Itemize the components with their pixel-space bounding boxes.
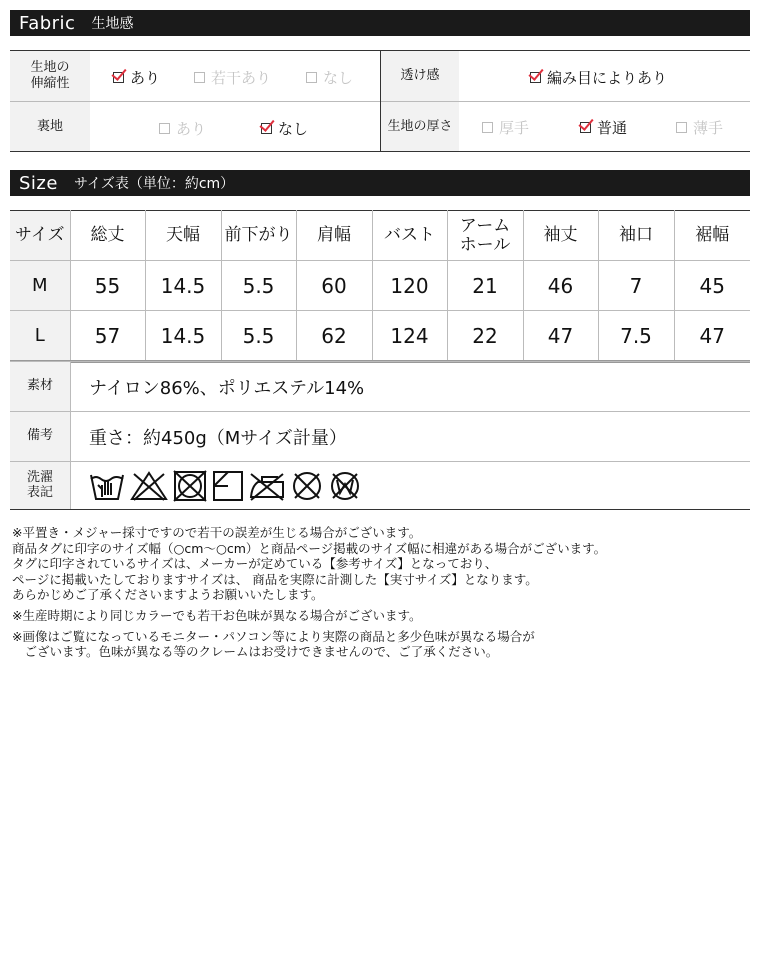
- no-dry-clean-icon: [290, 470, 324, 502]
- thickness-option-thin: 薄手: [676, 117, 723, 138]
- info-table: [10, 361, 750, 510]
- column-header: 前下がり: [221, 211, 296, 261]
- size-label: M: [10, 261, 70, 311]
- disclaimer-line: ページに掲載いたしておりますサイズは、 商品を実際に計測した【実寸サイズ】となります。: [12, 571, 538, 587]
- table-cell: 14.5: [145, 311, 221, 362]
- size-table: [10, 210, 750, 363]
- thickness-label: 生地の厚さ: [381, 102, 459, 151]
- size-corner-cell: サイズ: [10, 211, 70, 261]
- table-cell: 120: [372, 261, 447, 311]
- stretch-option-slight: 若干あり: [194, 67, 271, 88]
- checkbox-icon: [194, 72, 205, 83]
- table-cell: 5.5: [221, 311, 296, 362]
- size-table-header-row: [10, 211, 750, 261]
- table-row: [10, 261, 750, 311]
- checkbox-checked-icon: [530, 72, 541, 83]
- fabric-subtitle: 生地感: [91, 16, 134, 32]
- column-header: 袖口: [598, 211, 674, 261]
- column-header: アーム ホール: [447, 211, 523, 261]
- column-header: 袖丈: [523, 211, 598, 261]
- size-label: L: [10, 311, 70, 362]
- checkbox-icon: [306, 72, 317, 83]
- stretch-option-yes: あり: [113, 67, 160, 88]
- column-header: バスト: [372, 211, 447, 261]
- disclaimer-notes: [12, 525, 752, 660]
- care-label: 洗濯 表記: [10, 462, 71, 510]
- table-cell: 47: [674, 311, 750, 362]
- size-section-header: [10, 170, 750, 196]
- checkbox-checked-icon: [113, 72, 124, 83]
- column-header: 天幅: [145, 211, 221, 261]
- disclaimer-line: ございます。色味が異なる等のクレームはお受けできませんので、ご了承ください。: [12, 644, 499, 660]
- stretch-label: 生地の 伸縮性: [10, 51, 90, 101]
- no-iron-icon: [248, 470, 286, 502]
- table-cell: 7.5: [598, 311, 674, 362]
- thickness-option-thick: 厚手: [482, 117, 529, 138]
- size-subtitle: サイズ表（単位：約cm）: [73, 176, 235, 192]
- table-cell: 5.5: [221, 261, 296, 311]
- column-header: 肩幅: [296, 211, 372, 261]
- disclaimer-line: 商品タグに印字のサイズ幅（○cm〜○cm）と商品ページ掲載のサイズ幅に相違がある場合がございます。: [12, 540, 607, 556]
- thickness-option-normal: 普通: [580, 117, 627, 138]
- fabric-table: [10, 50, 750, 152]
- hand-wash-icon: [88, 469, 126, 503]
- fabric-section-header: [10, 10, 750, 36]
- disclaimer-line: ※生産時期により同じカラーでも若干お色味が異なる場合がございます。: [12, 607, 422, 623]
- notes-value: 重さ：約450g（Mサイズ計量）: [71, 412, 751, 462]
- table-cell: 7: [598, 261, 674, 311]
- stretch-option-none: なし: [306, 67, 353, 88]
- disclaimer-line: あらかじめご了承くださいますようお願いいたします。: [12, 587, 324, 603]
- checkbox-checked-icon: [261, 123, 272, 134]
- disclaimer-line: ※画像はご覧になっているモニター・パソコン等により実際の商品と多少色味が異なる場合が: [12, 628, 535, 644]
- checkbox-icon: [482, 122, 493, 133]
- disclaimer-line: タグに印字されているサイズは、メーカーが定めている【参考サイズ】となっており、: [12, 556, 498, 572]
- table-cell: 62: [296, 311, 372, 362]
- table-cell: 60: [296, 261, 372, 311]
- material-label: 素材: [10, 362, 71, 412]
- table-cell: 14.5: [145, 261, 221, 311]
- material-row: [10, 362, 750, 412]
- lining-label: 裏地: [10, 102, 90, 151]
- disclaimer-line: ※平置き・メジャー採寸ですので若干の誤差が生じる場合がございます。: [12, 525, 422, 540]
- checkbox-checked-icon: [580, 122, 591, 133]
- fabric-title: Fabric: [19, 12, 76, 34]
- notes-row: [10, 412, 750, 462]
- lining-option-none: なし: [261, 118, 308, 139]
- table-cell: 45: [674, 261, 750, 311]
- sheer-option: 編み目によりあり: [530, 67, 667, 88]
- no-tumble-dry-icon: [172, 470, 208, 502]
- no-bleach-icon: [130, 470, 168, 502]
- table-row: [10, 311, 750, 362]
- size-title: Size: [19, 172, 58, 194]
- column-header: 裾幅: [674, 211, 750, 261]
- line-dry-shade-icon: [212, 470, 244, 502]
- material-value: ナイロン86%、ポリエステル14%: [71, 362, 751, 412]
- care-row: [10, 462, 750, 510]
- table-cell: 124: [372, 311, 447, 362]
- no-wet-clean-icon: [328, 470, 362, 502]
- table-cell: 55: [70, 261, 145, 311]
- table-cell: 22: [447, 311, 523, 362]
- table-cell: 46: [523, 261, 598, 311]
- checkbox-icon: [676, 122, 687, 133]
- table-cell: 57: [70, 311, 145, 362]
- sheer-label: 透け感: [381, 51, 459, 101]
- column-header: 総丈: [70, 211, 145, 261]
- checkbox-icon: [159, 123, 170, 134]
- table-cell: 47: [523, 311, 598, 362]
- lining-option-yes: あり: [159, 118, 206, 139]
- table-cell: 21: [447, 261, 523, 311]
- notes-label: 備考: [10, 412, 71, 462]
- care-icons: [86, 469, 750, 503]
